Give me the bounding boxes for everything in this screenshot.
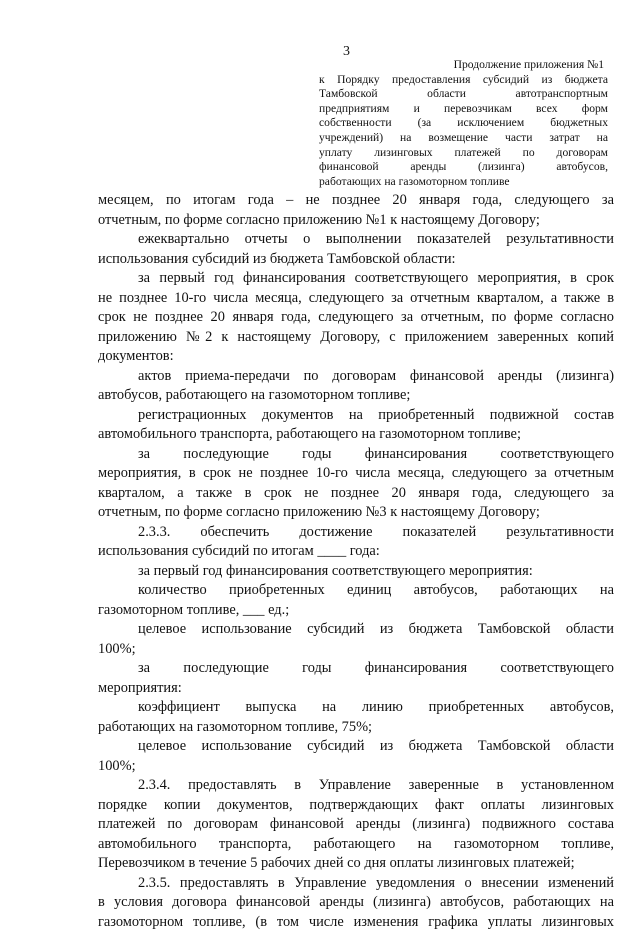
paragraph bbox=[98, 659, 614, 698]
annex-line: учреждений) на возмещение части затрат на bbox=[319, 131, 608, 146]
paragraph bbox=[98, 367, 614, 406]
text-line: работающих на газомоторном топливе, 75%; bbox=[98, 718, 614, 738]
text-line: 2.3.4. предоставлять в Управление заверенные в установленном bbox=[98, 776, 614, 796]
annex-line: Тамбовской области автотранспортным bbox=[319, 87, 608, 102]
text-line: Перевозчиком в течение 5 рабочих дней со дня оплаты лизинговых платежей; bbox=[98, 854, 614, 874]
text-line: кварталом, а также в срок не позднее 20 января года, следующего за bbox=[98, 484, 614, 504]
paragraph bbox=[98, 230, 614, 269]
text-line: мероприятия: bbox=[98, 679, 614, 699]
paragraph bbox=[98, 874, 614, 932]
text-line: использования субсидий по итогам ____ года: bbox=[98, 542, 614, 562]
annex-line: собственности (за исключением бюджетных bbox=[319, 116, 608, 131]
text-line: порядке копии документов, подтверждающих факт оплаты лизинговых bbox=[98, 796, 614, 816]
annex-line: к Порядку предоставления субсидий из бюджета bbox=[319, 73, 608, 88]
text-line: за первый год финансирования соответствующего мероприятия, в срок bbox=[98, 269, 614, 289]
text-line: газомоторном топливе, (в том числе изменения графика уплаты лизинговых bbox=[98, 913, 614, 932]
annex-header bbox=[319, 58, 608, 189]
paragraph bbox=[98, 406, 614, 445]
annex-line: уплату лизинговых платежей по договорам bbox=[319, 146, 608, 161]
paragraph bbox=[98, 523, 614, 562]
text-line: в условия договора финансовой аренды (лизинга) автобусов, работающих на bbox=[98, 893, 614, 913]
text-line: 100%; bbox=[98, 640, 614, 660]
text-line: за последующие годы финансирования соответствующего bbox=[98, 659, 614, 679]
text-line: отчетным, по форме согласно приложению №3 к настоящему Договору; bbox=[98, 503, 614, 523]
text-line: мероприятия, в срок не позднее 10-го числа месяца, следующего за отчетным bbox=[98, 464, 614, 484]
text-line: 100%; bbox=[98, 757, 614, 777]
paragraph bbox=[98, 698, 614, 737]
text-line: коэффициент выпуска на линию приобретенных автобусов, bbox=[98, 698, 614, 718]
text-line: количество приобретенных единиц автобусов, работающих на bbox=[98, 581, 614, 601]
text-line: за первый год финансирования соответствующего мероприятия: bbox=[98, 562, 614, 582]
text-line: платежей по договорам финансовой аренды (лизинга) подвижного состава bbox=[98, 815, 614, 835]
text-line: 2.3.3. обеспечить достижение показателей результативности bbox=[98, 523, 614, 543]
text-line: отчетным, по форме согласно приложению №1 к настоящему Договору; bbox=[98, 211, 614, 231]
paragraph bbox=[98, 445, 614, 523]
text-line: актов приема-передачи по договорам финансовой аренды (лизинга) bbox=[98, 367, 614, 387]
text-line: за последующие годы финансирования соответствующего bbox=[98, 445, 614, 465]
paragraph bbox=[98, 776, 614, 874]
text-line: автомобильного транспорта, работающего на газомоторном топливе, bbox=[98, 835, 614, 855]
text-line: газомоторном топливе, ___ ед.; bbox=[98, 601, 614, 621]
annex-line: финансовой аренды (лизинга) автобусов, bbox=[319, 160, 608, 175]
page-number: 3 bbox=[343, 44, 350, 60]
text-line: ежеквартально отчеты о выполнении показателей результативности bbox=[98, 230, 614, 250]
text-line: приложению №2 к настоящему Договору, с приложением заверенных копий bbox=[98, 328, 614, 348]
paragraph bbox=[98, 581, 614, 620]
text-line: целевое использование субсидий из бюджета Тамбовской области bbox=[98, 620, 614, 640]
text-line: 2.3.5. предоставлять в Управление уведомления о внесении изменений bbox=[98, 874, 614, 894]
paragraph bbox=[98, 620, 614, 659]
text-line: автомобильного транспорта, работающего на газомоторном топливе; bbox=[98, 425, 614, 445]
text-line: документов: bbox=[98, 347, 614, 367]
document-body bbox=[98, 191, 614, 932]
paragraph bbox=[98, 737, 614, 776]
text-line: регистрационных документов на приобретенный подвижной состав bbox=[98, 406, 614, 426]
annex-line: работающих на газомоторном топливе bbox=[319, 175, 608, 190]
paragraph bbox=[98, 269, 614, 367]
text-line: использования субсидий из бюджета Тамбовской области: bbox=[98, 250, 614, 270]
text-line: целевое использование субсидий из бюджета Тамбовской области bbox=[98, 737, 614, 757]
text-line: срок не позднее 20 января года, следующего за отчетным, по форме согласно bbox=[98, 308, 614, 328]
annex-line: предприятиям и перевозчикам всех форм bbox=[319, 102, 608, 117]
text-line: не позднее 10-го числа месяца, следующего за отчетным кварталом, а также в bbox=[98, 289, 614, 309]
text-line: месяцем, по итогам года – не позднее 20 января года, следующего за bbox=[98, 191, 614, 211]
text-line: автобусов, работающего на газомоторном топливе; bbox=[98, 386, 614, 406]
paragraph bbox=[98, 191, 614, 230]
annex-title: Продолжение приложения №1 bbox=[319, 58, 608, 73]
paragraph bbox=[98, 562, 614, 582]
